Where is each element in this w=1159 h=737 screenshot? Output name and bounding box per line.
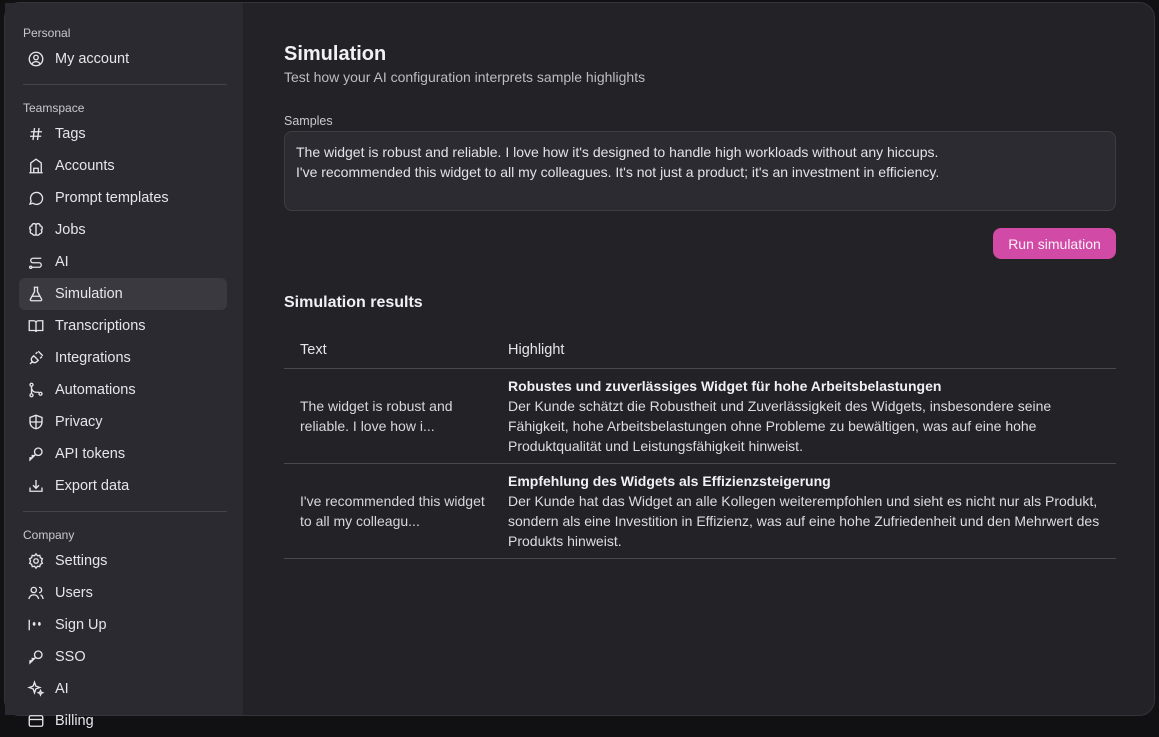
route-icon	[27, 253, 45, 271]
sidebar-item-label: Transcriptions	[55, 318, 146, 334]
sidebar-item-my-account[interactable]	[19, 43, 227, 75]
row-highlight	[508, 368, 1116, 463]
page-title: Simulation	[284, 43, 387, 65]
sidebar-item-simulation[interactable]	[19, 278, 227, 310]
sidebar-item-accounts[interactable]	[19, 150, 227, 182]
gear-icon	[27, 552, 45, 570]
building-icon	[27, 157, 45, 175]
sidebar-item-company-ai[interactable]	[19, 673, 227, 705]
sidebar-item-billing[interactable]	[19, 705, 227, 737]
sidebar-item-transcriptions[interactable]	[19, 310, 227, 342]
flask-icon	[27, 285, 45, 303]
column-header-highlight: Highlight	[508, 333, 1116, 368]
sidebar-item-label: Sign Up	[55, 617, 107, 633]
sidebar-item-label: Prompt templates	[55, 190, 169, 206]
shield-icon	[27, 413, 45, 431]
sidebar-item-sign-up[interactable]	[19, 609, 227, 641]
section-label-personal: Personal	[23, 26, 71, 40]
key-icon	[27, 445, 45, 463]
sidebar-item-label: API tokens	[55, 446, 126, 462]
sidebar-item-label: Billing	[55, 713, 94, 729]
run-simulation-button[interactable]: Run simulation	[993, 228, 1116, 259]
sparkles-icon	[27, 680, 45, 698]
sidebar-item-jobs[interactable]	[19, 214, 227, 246]
sidebar-item-integrations[interactable]	[19, 342, 227, 374]
billing-icon	[27, 712, 45, 730]
row-text: I've recommended this widget to all my colleagu...	[284, 463, 508, 558]
row-text: The widget is robust and reliable. I love how i...	[284, 368, 508, 463]
sidebar-item-label: Integrations	[55, 350, 131, 366]
sidebar-item-export-data[interactable]	[19, 470, 227, 502]
samples-textarea[interactable]	[284, 131, 1116, 211]
sidebar-item-privacy[interactable]	[19, 406, 227, 438]
book-icon	[27, 317, 45, 335]
app-window	[4, 2, 1155, 729]
sidebar	[5, 3, 243, 729]
brain-icon	[27, 221, 45, 239]
sidebar-item-label: Jobs	[55, 222, 86, 238]
sidebar-divider	[23, 511, 227, 512]
plug-icon	[27, 349, 45, 367]
results-table	[284, 333, 1116, 559]
page-subtitle: Test how your AI configuration interprets sample highlights	[284, 69, 646, 85]
sidebar-item-label: My account	[55, 51, 130, 67]
table-row[interactable]	[284, 368, 1116, 463]
user-circle-icon	[27, 50, 45, 68]
hash-icon	[27, 125, 45, 143]
sidebar-item-automations[interactable]	[19, 374, 227, 406]
row-highlight	[508, 463, 1116, 558]
main-content	[243, 3, 1154, 715]
sidebar-item-prompt-templates[interactable]	[19, 182, 227, 214]
sidebar-item-label: Accounts	[55, 158, 115, 174]
users-icon	[27, 584, 45, 602]
sidebar-item-label: Privacy	[55, 414, 103, 430]
results-title: Simulation results	[284, 294, 423, 311]
sidebar-item-label: AI	[55, 681, 69, 697]
highlight-body: Der Kunde hat das Widget an alle Kollegen weiterempfohlen und sieht es nicht nur als Produkt, sondern als eine Investition in Effizienz, was auf eine hohe Zufriedenheit und den Mehrwert des Produkts hinweist.	[508, 492, 1100, 549]
section-label-teamspace: Teamspace	[23, 101, 85, 115]
sidebar-item-label: Tags	[55, 126, 86, 142]
table-header-row	[284, 333, 1116, 368]
sidebar-item-sso[interactable]	[19, 641, 227, 673]
sidebar-item-api-tokens[interactable]	[19, 438, 227, 470]
sidebar-item-users[interactable]	[19, 577, 227, 609]
column-header-text: Text	[284, 333, 508, 368]
highlight-title: Robustes und zuverlässiges Widget für hohe Arbeitsbelastungen	[508, 377, 942, 394]
sidebar-item-ai[interactable]	[19, 246, 227, 278]
highlight-body: Der Kunde schätzt die Robustheit und Zuverlässigkeit des Widgets, insbesondere seine Fähigkeit, hohe Arbeitsbelastungen ohne Probleme zu bewältigen, was auf eine hohe Produktqualität und Leistungsfähigkeit hinweist.	[508, 397, 1052, 454]
password-icon	[27, 616, 45, 634]
sidebar-item-label: AI	[55, 254, 69, 270]
samples-label: Samples	[284, 114, 333, 128]
sidebar-item-label: Settings	[55, 553, 108, 569]
sidebar-item-label: Simulation	[55, 286, 123, 302]
chat-bubble-icon	[27, 189, 45, 207]
table-row[interactable]	[284, 463, 1116, 558]
highlight-title: Empfehlung des Widgets als Effizienzsteigerung	[508, 472, 831, 489]
sidebar-item-label: Export data	[55, 478, 130, 494]
key-icon	[27, 648, 45, 666]
section-label-company: Company	[23, 528, 75, 542]
sidebar-item-label: Automations	[55, 382, 136, 398]
sidebar-item-label: SSO	[55, 649, 86, 665]
sidebar-item-settings[interactable]	[19, 545, 227, 577]
git-branch-icon	[27, 381, 45, 399]
sidebar-divider	[23, 84, 227, 85]
download-icon	[27, 477, 45, 495]
sidebar-item-label: Users	[55, 585, 93, 601]
sidebar-item-tags[interactable]	[19, 118, 227, 150]
